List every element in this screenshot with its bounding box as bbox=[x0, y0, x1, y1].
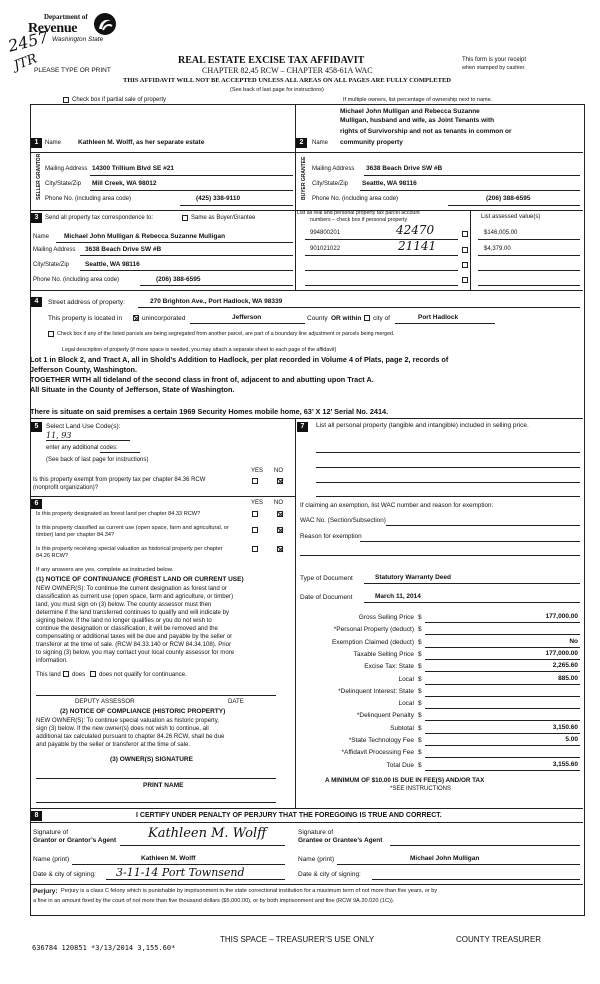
line bbox=[56, 242, 293, 243]
line bbox=[305, 285, 458, 286]
seller-city[interactable]: Mill Creek, WA 98012 bbox=[92, 180, 157, 187]
unincorporated-checkbox[interactable] bbox=[133, 315, 139, 321]
line bbox=[364, 602, 580, 603]
land-use-label: Select Land Use Code(s): bbox=[46, 423, 121, 430]
grantor-signature[interactable]: Kathleen M. Wolff bbox=[148, 826, 267, 841]
doc-date-label: Date of Document bbox=[300, 594, 353, 601]
personal-property-checkbox[interactable] bbox=[462, 231, 468, 237]
tax-row-label: Exemption Claimed (deduct) bbox=[331, 639, 414, 646]
partial-sale-checkbox[interactable] bbox=[63, 97, 69, 103]
parcel-header-2: numbers – check box if personal property bbox=[310, 217, 408, 223]
notice-1-line: signing below. If the land no longer qualifies or you do not wish to bbox=[36, 617, 212, 624]
grantor-sig-label-1: Signature of bbox=[33, 829, 69, 836]
minimum-note: A MINIMUM OF $10.00 IS DUE IN FEE(S) AND/OR TAX bbox=[325, 777, 485, 784]
line bbox=[360, 541, 580, 542]
notice-1-line: NEW OWNER(S): To continue the current designation as forest land or bbox=[36, 585, 227, 592]
tax-row-currency: $ bbox=[418, 676, 422, 683]
additional-codes-label: enter any additional codes: bbox=[46, 445, 118, 451]
line bbox=[80, 255, 293, 256]
line bbox=[106, 879, 285, 880]
owner-signature-label: (3) OWNER(S) SIGNATURE bbox=[110, 756, 193, 763]
line bbox=[46, 440, 130, 441]
forest-no-checkbox[interactable] bbox=[277, 511, 283, 517]
seller-phone[interactable]: (425) 338-9110 bbox=[196, 195, 241, 202]
line bbox=[425, 733, 580, 734]
tax-row-label: Taxable Selling Price bbox=[353, 651, 414, 658]
property-county[interactable]: Jefferson bbox=[232, 314, 262, 321]
or-within-label: OR within bbox=[331, 315, 362, 322]
buyer-phone-label: Phone No. (including area code) bbox=[312, 196, 399, 202]
tax-row-label: Gross Selling Price bbox=[358, 614, 414, 621]
historic-yes-checkbox[interactable] bbox=[252, 546, 258, 552]
buyer-name-label: Name bbox=[312, 140, 329, 146]
receipt-note-2: when stamped by cashier. bbox=[462, 65, 526, 71]
line bbox=[478, 285, 580, 286]
property-city[interactable]: Port Hadlock bbox=[418, 314, 459, 321]
line bbox=[305, 255, 458, 256]
parcel-number[interactable]: 901021022 bbox=[310, 246, 341, 252]
notice-1-line: land, you must sign on (3) below. The county assessor must then bbox=[36, 601, 212, 608]
exempt-no-checkbox[interactable] bbox=[277, 478, 283, 484]
assessed-header: List assessed value(s) bbox=[481, 214, 541, 220]
legal-line: Lot 1 in Block 2, and Tract A, all in Shold’s Addition to Hadlock, per plat recorded in Volume 4 of Plats, page 2, records of bbox=[30, 355, 449, 364]
section-2-number: 2 bbox=[296, 138, 307, 148]
line bbox=[180, 205, 293, 206]
tax-row-label: Subtotal bbox=[390, 725, 414, 732]
line bbox=[36, 695, 276, 696]
tax-row-label: *Affidavit Processing Fee bbox=[341, 749, 414, 756]
notice-1-line: determine if the land transferred continues to qualify and will indicate by bbox=[36, 609, 230, 616]
line bbox=[425, 622, 580, 623]
notice-2-line: sign (3) below. If the new owner(s) does not wish to continue, all bbox=[36, 725, 209, 732]
seller-side-label: SELLER GRANTOR bbox=[36, 153, 42, 200]
section-1-number: 1 bbox=[31, 138, 42, 148]
line bbox=[120, 845, 285, 846]
personal-property-label: List all personal property (tangible and intangible) included in selling price. bbox=[316, 422, 529, 429]
legal-description-label: Legal description of property (if more space is needed, you may attach a separate sheet to each page of the affidavit) bbox=[62, 347, 337, 353]
current-use-yes-checkbox[interactable] bbox=[252, 527, 258, 533]
line bbox=[190, 323, 305, 324]
tax-row-currency: $ bbox=[418, 626, 422, 633]
handwritten-initials: JTR bbox=[11, 51, 40, 74]
line bbox=[140, 285, 293, 286]
line bbox=[478, 255, 580, 256]
line bbox=[90, 190, 293, 191]
line bbox=[425, 671, 580, 672]
legal-line: All Situate in the County of Jefferson, State of Washington. bbox=[30, 385, 235, 394]
personal-property-checkbox[interactable] bbox=[462, 247, 468, 253]
tax-row-value[interactable]: No bbox=[569, 638, 578, 645]
parcel-handwritten: 21141 bbox=[398, 239, 437, 253]
buyer-phone[interactable]: (206) 388-6595 bbox=[486, 195, 531, 202]
deputy-assessor-label: DEPUTY ASSESSOR bbox=[75, 698, 135, 705]
grantee-signature-line[interactable] bbox=[390, 845, 580, 846]
logo-line-3: Washington State bbox=[52, 36, 104, 43]
grantor-name[interactable]: Kathleen M. Wolff bbox=[141, 855, 196, 862]
buyer-name-line-4[interactable]: community property bbox=[340, 139, 403, 146]
current-use-question: Is this property classified as current use (open space, farm and agricultural, or timber) land per chapter 84.34? bbox=[36, 525, 229, 538]
notice-1-line: continue the designation or classification, it will be removed and the bbox=[36, 625, 218, 632]
if-yes-note: If any answers are yes, complete as instructed below. bbox=[36, 567, 174, 573]
line bbox=[30, 152, 295, 153]
tax-row-currency: $ bbox=[418, 614, 422, 621]
line bbox=[30, 290, 583, 291]
line bbox=[295, 418, 296, 808]
notice-1-line: classification as current use (open space, farm and agriculture, or timber) bbox=[36, 593, 234, 600]
notice-2-line: and payable by the seller or transferor at the time of sale. bbox=[36, 741, 191, 748]
partial-sale-label: Check box if partial sale of property bbox=[72, 97, 167, 103]
tax-row-currency: $ bbox=[418, 663, 422, 670]
tax-row-value[interactable]: 2,265.60 bbox=[552, 662, 578, 669]
wac-label: WAC No. (Section/Subsection) bbox=[300, 517, 386, 524]
line bbox=[80, 270, 293, 271]
assessed-value[interactable]: $146,005.00 bbox=[484, 230, 518, 236]
tax-row-currency: $ bbox=[418, 688, 422, 695]
no-header: NO bbox=[274, 500, 283, 506]
line bbox=[425, 659, 580, 660]
line bbox=[300, 555, 580, 556]
line bbox=[395, 323, 495, 324]
section-8-number: 8 bbox=[31, 811, 42, 821]
line bbox=[30, 418, 583, 419]
tax-row-label: *Delinquent Penalty bbox=[356, 712, 414, 719]
divider-sec1-2 bbox=[295, 104, 296, 290]
tax-row-label: Excise Tax: State bbox=[364, 663, 414, 670]
same-as-buyer-label: Same as Buyer/Grantee bbox=[191, 215, 256, 221]
tax-row-value[interactable]: 3,150.60 bbox=[552, 724, 578, 731]
city-checkbox[interactable] bbox=[364, 315, 370, 321]
multiple-owners-label: If multiple owners, list percentage of ownership next to name. bbox=[343, 97, 493, 103]
corr-mailing[interactable]: 3638 Beach Drive SW #B bbox=[85, 246, 162, 253]
treasurer-use-label: THIS SPACE – TREASURER’S USE ONLY bbox=[220, 935, 375, 944]
buyer-city-label: City/State/Zip bbox=[312, 181, 349, 187]
this-land-label: This land bbox=[36, 671, 61, 678]
line bbox=[30, 808, 583, 809]
corr-city[interactable]: Seattle, WA 98116 bbox=[85, 261, 140, 268]
does-not-label: does not qualify for continuance. bbox=[99, 671, 187, 678]
grantor-date-place[interactable]: 3-11-14 Port Townsend bbox=[116, 866, 245, 879]
exemption-reason-label: Reason for exemption bbox=[300, 533, 362, 540]
corr-mailing-label: Mailing Address bbox=[33, 247, 76, 253]
line bbox=[337, 864, 580, 865]
form-border bbox=[30, 104, 585, 916]
buyer-city[interactable]: Seattle, WA 98116 bbox=[362, 180, 417, 187]
perjury-label: Perjury: bbox=[33, 888, 58, 895]
section-3-number: 3 bbox=[31, 213, 42, 223]
notice-1-line: transferor at the time of sale. (RCW 84.33.140 or RCW 84.34.108). Prior bbox=[36, 641, 232, 648]
land-use-code[interactable]: 11, 93 bbox=[46, 431, 72, 440]
dor-swirl-icon bbox=[93, 12, 117, 36]
buyer-name-line-3[interactable]: rights of Survivorship and not as tenants in common or bbox=[340, 128, 512, 135]
line bbox=[36, 778, 276, 779]
current-use-no-checkbox[interactable] bbox=[277, 527, 283, 533]
date-label: DATE bbox=[228, 698, 244, 705]
tax-row-currency: $ bbox=[418, 651, 422, 658]
corr-name-label: Name bbox=[33, 234, 50, 240]
tax-row-currency: $ bbox=[418, 749, 422, 756]
doc-date[interactable]: March 11, 2014 bbox=[375, 593, 421, 600]
tax-row-label: Local bbox=[398, 700, 414, 707]
line bbox=[425, 684, 580, 685]
property-street[interactable]: 270 Brighton Ave., Port Hadlock, WA 98339 bbox=[150, 298, 283, 305]
see-back-note: (See back of last page for instructions) bbox=[230, 87, 324, 93]
yes-header: YES bbox=[251, 468, 264, 474]
parcel-number[interactable]: 994800201 bbox=[310, 230, 341, 236]
line bbox=[478, 239, 580, 240]
forest-question: Is this property designated as forest land per chapter 84.33 RCW? bbox=[36, 511, 201, 517]
tax-row-currency: $ bbox=[418, 762, 422, 769]
grantee-name-label: Name (print) bbox=[298, 856, 335, 863]
handwritten-number: 2457 bbox=[6, 27, 51, 56]
tax-row-value[interactable]: 3,155.60 bbox=[552, 761, 578, 768]
seller-phone-label: Phone No. (including area code) bbox=[45, 196, 132, 202]
notice-1-line: information. bbox=[36, 657, 68, 664]
line bbox=[425, 757, 580, 758]
legal-line: There is situate on said premises a certain 1969 Security Homes mobile home, 63’ X 12’ Serial No. 2414. bbox=[30, 407, 389, 416]
line bbox=[448, 205, 580, 206]
corr-phone-label: Phone No. (including area code) bbox=[33, 277, 120, 283]
line bbox=[316, 482, 580, 483]
print-note: PLEASE TYPE OR PRINT bbox=[34, 67, 111, 74]
form-warning: THIS AFFIDAVIT WILL NOT BE ACCEPTED UNLESS ALL AREAS ON ALL PAGES ARE FULLY COMPLETED bbox=[123, 77, 451, 84]
tax-row-value[interactable]: 177,000.00 bbox=[545, 650, 578, 657]
form-subtitle: CHAPTER 82.45 RCW – CHAPTER 458-61A WAC bbox=[202, 66, 373, 75]
exempt-yes-checkbox[interactable] bbox=[252, 478, 258, 484]
notice-1-line: to signing (3) below, you may contact your local county assessor for more bbox=[36, 649, 235, 656]
tax-row-value[interactable]: 5.00 bbox=[565, 736, 578, 743]
same-as-buyer-checkbox[interactable] bbox=[182, 215, 188, 221]
line bbox=[425, 708, 580, 709]
segregated-label: Check box if any of the listed parcels are being segregated from another parcel, are part of a boundary line adjustment or parcels being merged. bbox=[57, 331, 395, 337]
tax-row-currency: $ bbox=[418, 712, 422, 719]
section-4-number: 4 bbox=[31, 297, 42, 307]
parcel-header-1: List all real and personal property tax parcel account bbox=[297, 210, 420, 216]
does-not-qualify-checkbox[interactable] bbox=[90, 671, 96, 677]
historic-question: Is this property receiving special valuation as historical property per chapter 84.26 RCW? bbox=[36, 546, 223, 559]
section-5-number: 5 bbox=[31, 422, 42, 432]
line bbox=[386, 525, 580, 526]
section-6-number: 6 bbox=[31, 499, 42, 509]
logo-line-1: Department of bbox=[44, 13, 88, 21]
forest-yes-checkbox[interactable] bbox=[252, 511, 258, 517]
line bbox=[138, 307, 580, 308]
unincorporated-label: unincorporated bbox=[142, 315, 186, 322]
line bbox=[72, 864, 285, 865]
seller-name-label: Name bbox=[45, 140, 62, 146]
historic-no-checkbox[interactable] bbox=[277, 546, 283, 552]
assessed-value[interactable]: $4,379.00 bbox=[484, 246, 511, 252]
line bbox=[316, 452, 580, 453]
line bbox=[90, 175, 293, 176]
form-title: REAL ESTATE EXCISE TAX AFFIDAVIT bbox=[178, 55, 365, 66]
grantor-sig-label-2: Grantor or Grantor’s Agent bbox=[33, 837, 117, 844]
line bbox=[425, 770, 580, 771]
notice-2-title: (2) NOTICE OF COMPLIANCE (HISTORIC PROPERTY) bbox=[60, 708, 226, 715]
corr-phone[interactable]: (206) 388-6595 bbox=[156, 276, 201, 283]
line bbox=[364, 175, 580, 176]
parcel-handwritten: 42470 bbox=[396, 223, 435, 237]
tax-row-value[interactable]: 885.00 bbox=[558, 675, 578, 682]
line bbox=[30, 822, 583, 823]
notice-2-line: NEW OWNER(S): To continue special valuation as historic property, bbox=[36, 717, 219, 724]
see-instructions: *SEE INSTRUCTIONS bbox=[390, 786, 452, 792]
grantee-date-label: Date & city of signing: bbox=[298, 871, 361, 878]
treasurer-stamp: 636784 120851 *3/13/2014 3,155.60* bbox=[32, 944, 176, 952]
street-label: Street address of property: bbox=[48, 299, 125, 306]
land-use-see-back: (See back of last page for instructions) bbox=[46, 457, 149, 463]
line bbox=[470, 210, 471, 290]
grantor-date-label: Date & city of signing: bbox=[33, 871, 96, 878]
tax-row-label: Total Due bbox=[386, 762, 414, 769]
grantor-name-label: Name (print) bbox=[33, 856, 70, 863]
seller-mailing[interactable]: 14300 Trillium Blvd SE #21 bbox=[92, 165, 175, 172]
does-label: does bbox=[72, 671, 86, 678]
line bbox=[478, 270, 580, 271]
line bbox=[425, 696, 580, 697]
tax-row-currency: $ bbox=[418, 725, 422, 732]
tax-row-label: *State Technology Fee bbox=[348, 737, 414, 744]
line bbox=[364, 583, 580, 584]
line bbox=[425, 745, 580, 746]
buyer-name-line-2[interactable]: Mulligan, husband and wife, as Joint Tenants with bbox=[340, 117, 495, 124]
line bbox=[425, 647, 580, 648]
seller-city-label: City/State/Zip bbox=[45, 181, 82, 187]
grantee-sig-label-1: Signature of bbox=[298, 829, 334, 836]
line bbox=[316, 467, 580, 468]
segregated-checkbox[interactable] bbox=[48, 331, 54, 337]
certify-text: I CERTIFY UNDER PENALTY OF PERJURY THAT THE FOREGOING IS TRUE AND CORRECT. bbox=[136, 812, 442, 819]
line bbox=[36, 802, 276, 803]
buyer-name-line-1[interactable]: Michael John Mulligan and Rebecca Suzanne bbox=[340, 108, 480, 115]
does-qualify-checkbox[interactable] bbox=[63, 671, 69, 677]
buyer-side-label: BUYER GRANTEE bbox=[301, 156, 307, 200]
exemption-claim-label: If claiming an exemption, list WAC number and reason for exemption: bbox=[300, 502, 494, 509]
tax-row-currency: $ bbox=[418, 700, 422, 707]
notice-2-line: additional tax calculated pursuant to chapter 84.26 RCW, shall be due bbox=[36, 733, 225, 740]
personal-property-checkbox[interactable] bbox=[462, 262, 468, 268]
city-of-label: city of bbox=[373, 315, 390, 322]
doc-type-label: Type of Document bbox=[300, 575, 353, 582]
notice-1-line: compensating or additional taxes will be due and payable by the seller or bbox=[36, 633, 233, 640]
seller-mailing-label: Mailing Address bbox=[45, 166, 88, 172]
tax-row-value[interactable]: 177,000.00 bbox=[545, 613, 578, 620]
line bbox=[316, 496, 580, 497]
perjury-line-2: a fine in an amount fixed by the court of not more than five thousand dollars ($5,000.00), or by both imprisonment and fine (RCW 9A.20.020 (1C)). bbox=[33, 898, 395, 904]
perjury-line-1: Perjury is a class C felony which is punishable by imprisonment in the state correctional institution for a maximum term of not more than five years, or by bbox=[61, 888, 438, 894]
corr-city-label: City/State/Zip bbox=[33, 262, 70, 268]
grantee-date-place-line[interactable] bbox=[372, 879, 580, 880]
grantee-name[interactable]: Michael John Mulligan bbox=[410, 855, 480, 862]
no-header: NO bbox=[274, 468, 283, 474]
receipt-note-1: This form is your receipt bbox=[462, 57, 527, 63]
print-name-label: PRINT NAME bbox=[143, 782, 184, 789]
line bbox=[295, 152, 583, 153]
grantee-sig-label-2: Grantee or Grantee’s Agent bbox=[298, 837, 383, 844]
line bbox=[100, 452, 140, 453]
line bbox=[30, 496, 295, 497]
tax-row-currency: $ bbox=[418, 639, 422, 646]
legal-line: TOGETHER WITH all tideland of the second class in front of, adjacent to and abutting upon Tract A. bbox=[30, 375, 374, 384]
tax-row-label: Local bbox=[398, 676, 414, 683]
doc-type[interactable]: Statutory Warranty Deed bbox=[375, 574, 451, 581]
located-label: This property is located in bbox=[48, 315, 123, 322]
yes-header: YES bbox=[251, 500, 264, 506]
tax-row-label: *Personal Property (deduct) bbox=[333, 626, 414, 633]
tax-row-currency: $ bbox=[418, 737, 422, 744]
line bbox=[425, 634, 580, 635]
section-7-number: 7 bbox=[297, 422, 308, 432]
county-label: County bbox=[307, 315, 328, 322]
line bbox=[305, 270, 458, 271]
line bbox=[425, 720, 580, 721]
seller-name[interactable]: Kathleen M. Wolff, as her separate estate bbox=[78, 139, 205, 146]
corr-name[interactable]: Michael John Mulligan & Rebecca Suzanne Mulligan bbox=[64, 233, 226, 240]
buyer-mailing[interactable]: 3638 Beach Drive SW #B bbox=[366, 165, 443, 172]
logo-line-2: Revenue bbox=[28, 21, 78, 36]
line bbox=[30, 884, 583, 885]
correspondence-label: Send all property tax correspondence to: bbox=[45, 215, 154, 221]
county-treasurer-label: COUNTY TREASURER bbox=[456, 935, 542, 944]
notice-1-title: (1) NOTICE OF CONTINUANCE (FOREST LAND OR CURRENT USE) bbox=[36, 576, 244, 583]
buyer-mailing-label: Mailing Address bbox=[312, 166, 355, 172]
exempt-question: Is this property exempt from property tax per chapter 84.36 RCW (nonprofit organization)? bbox=[33, 477, 206, 491]
tax-row-label: *Delinquent Interest: State bbox=[338, 688, 414, 695]
line bbox=[360, 190, 580, 191]
personal-property-checkbox[interactable] bbox=[462, 277, 468, 283]
legal-line: Jefferson County, Washington. bbox=[30, 365, 138, 374]
